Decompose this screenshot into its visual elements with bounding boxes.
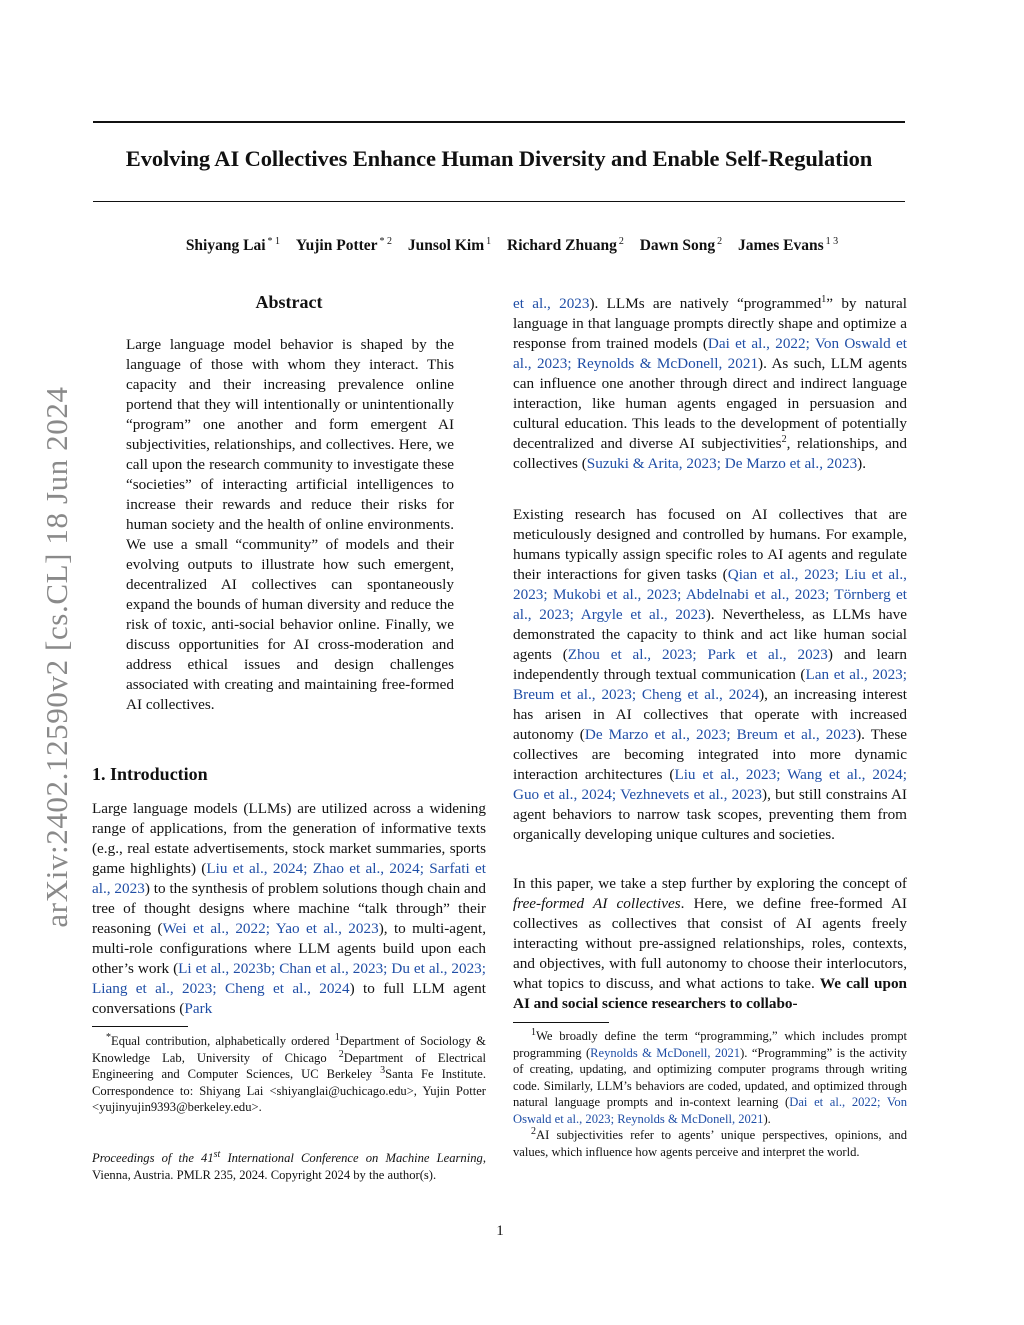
author-list: [60, 236, 964, 255]
citation-link[interactable]: Park: [184, 1000, 213, 1017]
citation-link[interactable]: Zhou et al., 2023; Park et al., 2023: [567, 646, 828, 663]
citation-link[interactable]: Li et al., 2023b; Chan et al., 2023; Du et al., 2023; Liang et al., 2023; Cheng et al., 2024: [92, 960, 486, 997]
footnote-marker[interactable]: 1: [821, 293, 827, 305]
abstract-heading: Abstract: [255, 292, 323, 312]
title-top-rule: [93, 121, 905, 123]
title-bottom-rule: [93, 201, 905, 202]
citation-link[interactable]: Dai et al., 2022; Von Oswald et al., 2023; Reynolds & McDonell, 2021: [513, 335, 907, 372]
author: Dawn Song $^2$: [639, 236, 723, 255]
affiliation-footnote: *Equal contribution, alphabetically ordered $^1$Department of Sociology & Knowledge Lab, University of Chicago $^2$Department of Electrical Engineering and Computer Sciences, UC Berkeley $^3$Santa Fe Institute. Correspondence to: Shiyang Lai <shiyanglai@uchicago.edu>, Yujin Potter <yujinyujin9393@berkeley.edu>.: [92, 1031, 486, 1114]
citation-link[interactable]: De Marzo et al., 2023; Breum et al., 2023: [584, 726, 857, 743]
footnote-subjectivities: $^2$AI subjectivities refer to agents’ unique perspectives, opinions, and values, which influence how agents perceive and interpret the world.: [513, 1125, 907, 1159]
author: Yujin Potter $^{* 2}$: [295, 236, 393, 255]
citation-link[interactable]: Reynolds & McDonell, 2021: [590, 1045, 741, 1060]
body-paragraph: In this paper, we take a step further by exploring the concept of free-formed AI collectives. Here, we define free-formed AI collectives as collectives that consist of AI agents freely interacting without pre-assigned relationships, roles, contexts, and objectives, with full autonomy to choose their interlocutors, what topics to discuss, and what actions to take. We call upon AI and social science researchers to collabo-: [513, 875, 907, 1012]
page-number: 1: [496, 1223, 504, 1239]
abstract-text: Large language model behavior is shaped by the language of those with whom they interact. This capacity and their increasing prevalence online portend that they will intentionally or unintentionally “program” one another and form emergent AI subjectivities, relationships, and collectives. Here, we call upon the research community to investigate these “societies” of interacting artificial intelligences to increase their rewards and reduce their risks for human society and the health of online environments. We use a small “community” of models and their evolving outputs to illustrate how such emergent, decentralized AI collectives can spontaneously expand the bounds of human diversity and reduce the risk of toxic, anti-social behavior online. Finally, we discuss opportunities for AI cross-moderation and address ethical issues and design challenges associated with creating and maintaining free-formed AI collectives.: [126, 336, 454, 713]
citation-link[interactable]: Liu et al., 2024; Zhao et al., 2024; Sarfati et al., 2023: [92, 860, 486, 897]
arxiv-identifier-stamp: arXiv:2402.12590v2 [cs.CL] 18 Jun 2024: [39, 386, 74, 928]
footnote-marker[interactable]: 2: [781, 433, 787, 445]
author: Shiyang Lai $^{* 1}$: [185, 236, 280, 255]
footnote-rule: [92, 1026, 188, 1027]
section-heading-introduction: 1. Introduction: [92, 764, 208, 784]
footnotes-right: [513, 1028, 907, 1160]
citation-link[interactable]: Lan et al., 2023; Breum et al., 2023; Cheng et al., 2024: [513, 666, 907, 703]
proceedings-note: Proceedings of the 41st International Conference on Machine Learning, Vienna, Austria. PMLR 235, 2024. Copyright 2024 by the author(s).: [92, 1148, 486, 1182]
footnote-programming: $^1$We broadly define the term “programming,” which includes prompt programming (Reynolds & McDonell, 2021). “Programming” is the activity of creating, updating, and optimizing computer programs through writing code. Similarly, LLM’s behaviors are coded, updated, and optimized through natural language prompts and in-context learning (Dai et al., 2022; Von Oswald et al., 2023; Reynolds & McDonell, 2021).: [513, 1026, 907, 1126]
author: Richard Zhuang $^2$: [507, 236, 624, 255]
citation-link[interactable]: Suzuki & Arita, 2023; De Marzo et al., 2023: [586, 455, 858, 472]
author: Junsol Kim $^1$: [407, 236, 492, 255]
citation-link[interactable]: et al., 2023: [513, 295, 590, 312]
introduction-paragraph: Large language models (LLMs) are utilized across a widening range of applications, from the generation of informative texts (e.g., real estate advertisements, stock market summaries, sports game highlights) (Liu et al., 2024; Zhao et al., 2024; Sarfati et al., 2023) to the synthesis of problem solutions though chain and tree of thought designs where machine “talk through” their reasoning (Wei et al., 2022; Yao et al., 2023), to multi-agent, multi-role configurations where LLM agents build upon each other’s work (Li et al., 2023b; Chan et al., 2023; Du et al., 2023; Liang et al., 2023; Cheng et al., 2024) to full LLM agent conversations (Park: [92, 800, 486, 1017]
footnote-rule: [513, 1022, 609, 1023]
citation-link[interactable]: Wei et al., 2022; Yao et al., 2023: [162, 920, 379, 937]
citation-link[interactable]: Dai et al., 2022; Von Oswald et al., 2023; Reynolds & McDonell, 2021: [513, 1095, 907, 1126]
citation-link[interactable]: Liu et al., 2023; Wang et al., 2024; Guo et al., 2024; Vezhnevets et al., 2023: [513, 766, 907, 803]
body-paragraph: et al., 2023). LLMs are natively “programmed$^1$” by natural language in that language prompts directly shape and optimize a response from trained models (Dai et al., 2022; Von Oswald et al., 2023; Reynolds & McDonell, 2021). As such, LLM agents can influence one another through direct and indirect language interaction, like human agents engaged in persuasion and cultural education. This leads to the development of potentially decentralized and diverse AI subjectivities$^2$, relationships, and collectives (Suzuki & Arita, 2023; De Marzo et al., 2023).: [513, 293, 907, 472]
body-paragraph: Existing research has focused on AI collectives that are meticulously designed and controlled by humans. For example, humans typically assign specific roles to AI agents and regulate their interactions for given tasks (Qian et al., 2023; Liu et al., 2023; Mukobi et al., 2023; Abdelnabi et al., 2023; Törnberg et al., 2023; Argyle et al., 2023). Nevertheless, as LLMs have demonstrated the capacity to think and act like human social agents (Zhou et al., 2023; Park et al., 2023) and learn independently through textual communication (Lan et al., 2023; Breum et al., 2023; Cheng et al., 2024), an increasing interest has arisen in AI collectives that operate with increased autonomy (De Marzo et al., 2023; Breum et al., 2023). These collectives are becoming integrated into more dynamic interaction architectures (Liu et al., 2023; Wang et al., 2024; Guo et al., 2024; Vezhnevets et al., 2023), but still constrains AI agent behaviors to narrow task scopes, preventing them from organically developing unique cultures and societies.: [513, 506, 908, 843]
author: James Evans $^{1 3}$: [737, 236, 839, 255]
citation-link[interactable]: Qian et al., 2023; Liu et al., 2023; Mukobi et al., 2023; Abdelnabi et al., 2023; Törnberg et al., 2023; Argyle et al., 2023: [513, 566, 907, 623]
paper-title: Evolving AI Collectives Enhance Human Diversity and Enable Self-Regulation: [125, 146, 873, 171]
